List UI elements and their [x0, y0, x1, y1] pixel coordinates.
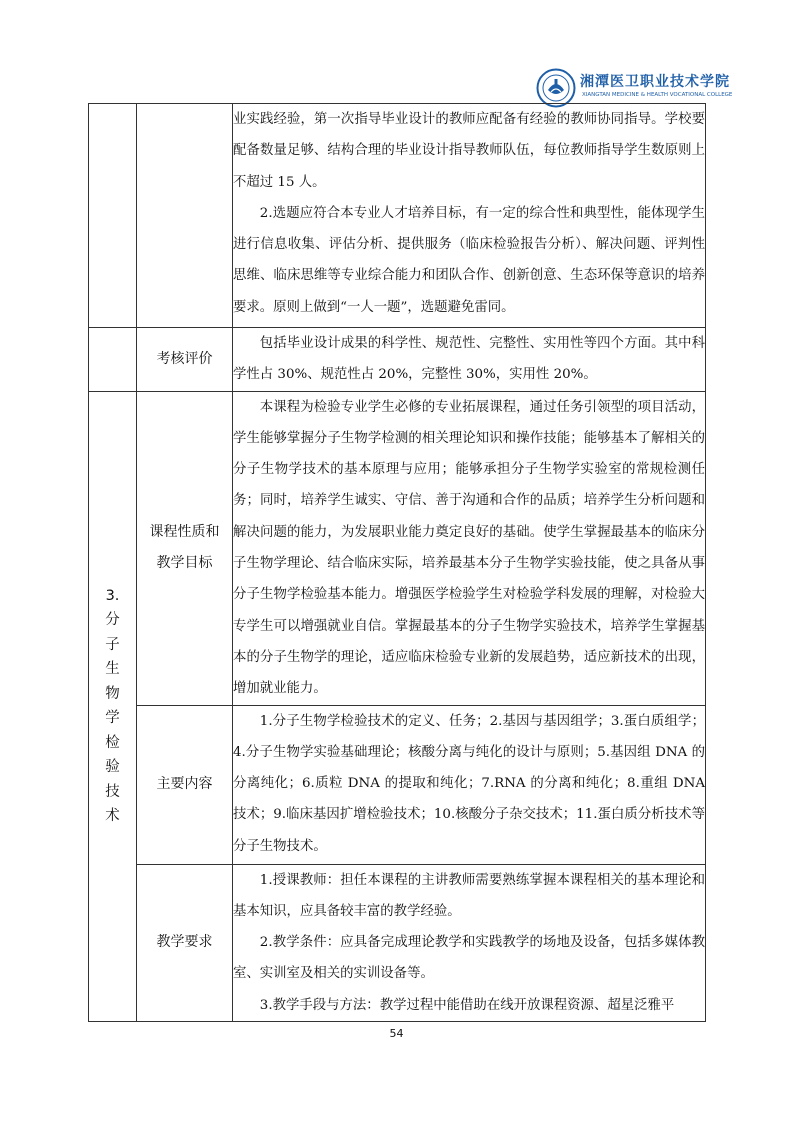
section-label: 教学要求	[137, 864, 233, 1021]
section-label: 考核评价	[137, 328, 233, 392]
title-char: 验	[105, 759, 120, 776]
paragraph: 2.教学条件：应具备完成理论教学和实践教学的场地及设备，包括多媒体教室、实训室及相关的实训设备等。	[233, 935, 705, 982]
section-label: 主要内容	[137, 705, 233, 864]
title-char: 子	[105, 636, 120, 653]
title-char: 技	[105, 783, 120, 800]
section-content-cell	[233, 864, 706, 1021]
college-name: 湘潭医卫职业技术学院	[580, 74, 730, 90]
paragraph: 1.授课教师：担任本课程的主讲教师需要熟练掌握本课程相关的基本理论和基本知识，应具备较丰富的教学经验。	[233, 872, 705, 919]
paragraph: 3.教学手段与方法：教学过程中能借助在线开放课程资源、超星泛雅平	[259, 997, 675, 1013]
section-content-cell	[233, 328, 706, 392]
table-row	[89, 104, 706, 328]
college-seal-icon	[536, 68, 576, 108]
curriculum-table	[88, 103, 706, 1022]
title-char: 生	[105, 661, 120, 678]
page-number: 54	[389, 1027, 404, 1040]
title-char: 分	[105, 612, 120, 629]
paragraph: 业实践经验，第一次指导毕业设计的教师应配备有经验的教师协同指导。学校要配备数量足够、结构合理的毕业设计指导教师队伍，每位教师指导学生数原则上不超过 15 人。	[233, 112, 705, 190]
title-char: 物	[105, 685, 120, 702]
college-name-english: XIANGTAN MEDICINE & HEALTH VOCATIONAL COLLEGE	[582, 92, 733, 98]
section-content-cell	[233, 705, 706, 864]
title-char: 检	[105, 734, 120, 751]
table-row	[89, 328, 706, 392]
table-row	[89, 864, 706, 1021]
paragraph: 1.分子生物学检验技术的定义、任务；2.基因与基因组学；3.蛋白质组学；4.分子生物学实验基础理论；核酸分离与纯化的设计与原则；5.基因组 DNA 的分离纯化；6.质粒 DNA 的提取和纯化；7.RNA 的分离和纯化；8.重组 DNA 技术；9.临床基因扩增检验技术；10.核酸分子杂交技术；11.蛋白质分析技术等分子生物技术。	[233, 713, 705, 854]
section-label	[137, 391, 233, 705]
label-line: 教学目标	[156, 555, 213, 572]
section-content-cell	[233, 104, 706, 328]
course-title	[89, 584, 136, 829]
paragraph: 2.选题应符合本专业人才培养目标，有一定的综合性和典型性，能体现学生进行信息收集、评估分析、提供服务（临床检验报告分析）、解决问题、评判性思维、临床思维等专业综合能力和团队合作、创新创意、生态环保等意识的培养要求。原则上做到“一人一题”，选题避免雷同。	[233, 205, 705, 315]
course-title-cell	[89, 328, 137, 392]
title-char: 术	[105, 808, 120, 825]
paragraph: 包括毕业设计成果的科学性、规范性、完整性、实用性等四个方面。其中科学性占 30%、规范性占 20%，完整性 30%，实用性 20%。	[233, 336, 705, 383]
paragraph: 本课程为检验专业学生必修的专业拓展课程，通过任务引领型的项目活动，学生能够掌握分子生物学检测的相关理论知识和操作技能；能够基本了解相关的分子生物学技术的基本原理与应用；能够承担分子生物学实验室的常规检测任务；同时，培养学生诚实、守信、善于沟通和合作的品质；培养学生分析问题和解决问题的能力，为发展职业能力奠定良好的基础。使学生掌握最基本的临床分子生物学理论、结合临床实际，培养最基本分子生物学实验技能，使之具备从事分子生物学检验基本能力。增强医学检验学生对检验学科发展的理解，对检验大专学生可以增强就业自信。掌握最基本的分子生物学实验技术，培养学生掌握基本的分子生物学的理论，适应临床检验专业新的发展趋势，适应新技术的出现，增加就业能力。	[233, 399, 705, 697]
title-char: 学	[105, 710, 120, 727]
course-title-cell	[89, 104, 137, 328]
section-content-cell	[233, 391, 706, 705]
label-line: 课程性质和	[149, 524, 220, 541]
course-title-cell	[89, 391, 137, 1021]
table-row	[89, 705, 706, 864]
section-label-cell	[137, 104, 233, 328]
college-logo	[536, 68, 733, 108]
course-number: 3.	[105, 587, 120, 604]
table-row	[89, 391, 706, 705]
